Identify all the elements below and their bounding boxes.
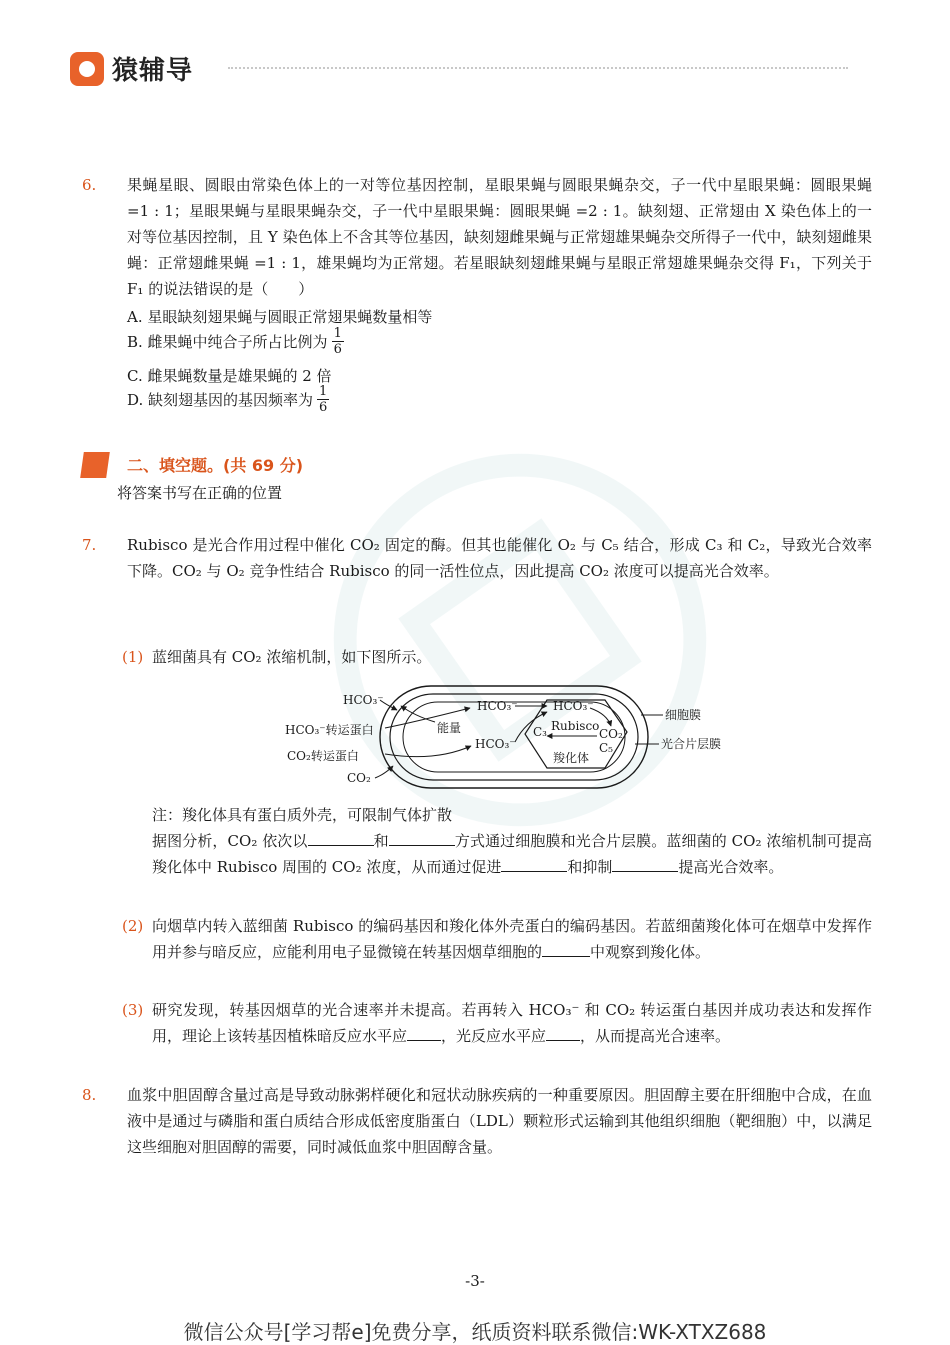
answer-segment: 研究发现，转基因烟草的光合速率并未提高。若再转入 HCO₃⁻ 和 CO₂ 转运蛋白基因并成功表达和发挥作用，理论上该转基因植株暗反应水平应 — [152, 1001, 872, 1045]
option-d — [127, 384, 329, 415]
answer-blank[interactable] — [546, 1026, 580, 1041]
label-hco3-mid1: HCO₃⁻ — [477, 699, 518, 713]
cyanobacteria-diagram — [285, 682, 745, 792]
answer-blank[interactable] — [308, 831, 374, 846]
label-hco3-transporter: HCO₃⁻转运蛋白 — [285, 723, 374, 737]
subquestion-text — [152, 997, 872, 1049]
diagram-note: 注：羧化体具有蛋白质外壳，可限制气体扩散 — [152, 806, 453, 824]
option-d-text: D. 缺刻翅基因的基因频率为 — [127, 391, 314, 409]
label-energy: 能量 — [437, 721, 462, 735]
option-a: A. 星眼缺刻翅果蝇与圆眼正常翅果蝇数量相等 — [127, 308, 433, 326]
label-cell-membrane: 细胞膜 — [665, 708, 702, 722]
answer-segment: 方式通过细胞膜和光合片层膜。蓝细菌的 CO₂ 浓缩机制可提高羧化体中 Rubisco 周围的 CO₂ 浓度，从而通过促进 — [152, 832, 872, 876]
subquestion-number: (3) — [122, 1001, 144, 1019]
subquestion-number: (1) — [122, 648, 144, 666]
subquestion-text: 蓝细菌具有 CO₂ 浓缩机制，如下图所示。 — [152, 648, 432, 666]
label-rubisco: Rubisco — [551, 719, 600, 733]
label-c3: C₃ — [533, 725, 547, 739]
question-number: 6. — [82, 176, 97, 194]
question-number: 7. — [82, 536, 97, 554]
subquestion-text — [152, 913, 872, 965]
label-hco3-mid2: HCO₃⁻ — [475, 737, 516, 751]
answer-segment: 中观察到羧化体。 — [590, 943, 711, 961]
answer-blank[interactable] — [542, 942, 590, 957]
section-subtitle: 将答案书写在正确的位置 — [117, 484, 283, 502]
answer-segment: 据图分析，CO₂ 依次以 — [152, 832, 308, 850]
question-number: 8. — [82, 1086, 97, 1104]
fraction-numerator: 1 — [319, 384, 328, 399]
label-thylakoid: 光合片层膜 — [661, 737, 722, 751]
answer-segment: 提高光合效率。 — [678, 858, 784, 876]
question-text: Rubisco 是光合作用过程中催化 CO₂ 固定的酶。但其也能催化 O₂ 与 C₅ 结合，形成 C₃ 和 C₂，导致光合效率下降。CO₂ 与 O₂ 竞争性结合 Rubisco 的同一活性位点，因此提高 CO₂ 浓度可以提高光合效率。 — [127, 536, 872, 580]
answer-segment: 和 — [373, 832, 389, 850]
arrow-co2-transport — [385, 746, 471, 757]
answer-blank[interactable] — [612, 857, 678, 872]
label-c5: C₅ — [599, 741, 613, 755]
section-marker-icon — [80, 452, 110, 478]
option-b — [127, 326, 344, 357]
section-title: 二、填空题。(共 69 分) — [127, 456, 304, 475]
option-c: C. 雌果蝇数量是雄果蝇的 2 倍 — [127, 367, 332, 385]
footer-notice: 微信公众号[学习帮e]免费分享，纸质资料联系微信:WK-XTXZ688 — [183, 1320, 767, 1344]
answer-segment: ，从而提高光合速率。 — [580, 1027, 731, 1045]
page-number: -3- — [465, 1272, 485, 1290]
header-divider — [228, 67, 848, 69]
label-hco3-top: HCO₃⁻ — [343, 693, 384, 707]
label-co2-transporter: CO₂转运蛋白 — [287, 749, 359, 763]
answer-blank[interactable] — [501, 857, 567, 872]
fraction-numerator: 1 — [333, 326, 342, 341]
brand-logo — [70, 50, 193, 87]
option-b-text: B. 雌果蝇中纯合子所占比例为 — [127, 333, 328, 351]
question-text: 血浆中胆固醇含量过高是导致动脉粥样硬化和冠状动脉疾病的一种重要原因。胆固醇主要在肝细胞中合成，在血液中是通过与磷脂和蛋白质结合形成低密度脂蛋白（LDL）颗粒形式运输到其他组织细胞（靶细胞）中，以满足这些细胞对胆固醇的需要，同时减低血浆中胆固醇含量。 — [127, 1086, 872, 1156]
brand-name: 猿辅导 — [112, 56, 194, 86]
answer-blank[interactable] — [407, 1026, 441, 1041]
fraction-denominator: 6 — [319, 400, 328, 415]
label-carboxysome: 羧化体 — [553, 751, 590, 765]
fraction-denominator: 6 — [333, 342, 342, 357]
option-d-fraction — [317, 384, 329, 415]
answer-segment: ，光反应水平应 — [441, 1027, 547, 1045]
question-text: 果蝇星眼、圆眼由常染色体上的一对等位基因控制，星眼果蝇与圆眼果蝇杂交，子一代中星眼果蝇：圆眼果蝇 =1 : 1；星眼果蝇与星眼果蝇杂交，子一代中星眼果蝇：圆眼果蝇 =2 : 1。缺刻翅、正常翅由 X 染色体上的一对等位基因控制，且 Y 染色体上不含其等位基因，缺刻翅雌果蝇与正常翅雄果蝇杂交所得子一代中，缺刻翅雌果蝇：正常翅雌果蝇 =1 : 1，雄果蝇均为正常翅。若星眼缺刻翅雌果蝇与星眼正常翅雄果蝇杂交得 F₁，下列关于 F₁ 的说法错误的是（ ） — [127, 176, 872, 298]
answer-text — [152, 828, 872, 880]
answer-blank[interactable] — [389, 831, 455, 846]
answer-segment: 向烟草内转入蓝细菌 Rubisco 的编码基因和羧化体外壳蛋白的编码基因。若蓝细菌羧化体可在烟草中发挥作用并参与暗反应，应能利用电子显微镜在转基因烟草细胞的 — [152, 917, 872, 961]
label-hco3-inner: HCO₃⁻ — [553, 699, 594, 713]
brand-icon — [70, 52, 104, 86]
answer-segment: 和抑制 — [567, 858, 613, 876]
option-b-fraction — [332, 326, 344, 357]
label-co2-bottom: CO₂ — [347, 771, 371, 785]
subquestion-number: (2) — [122, 917, 144, 935]
label-co2-inner: CO₂ — [599, 727, 623, 741]
